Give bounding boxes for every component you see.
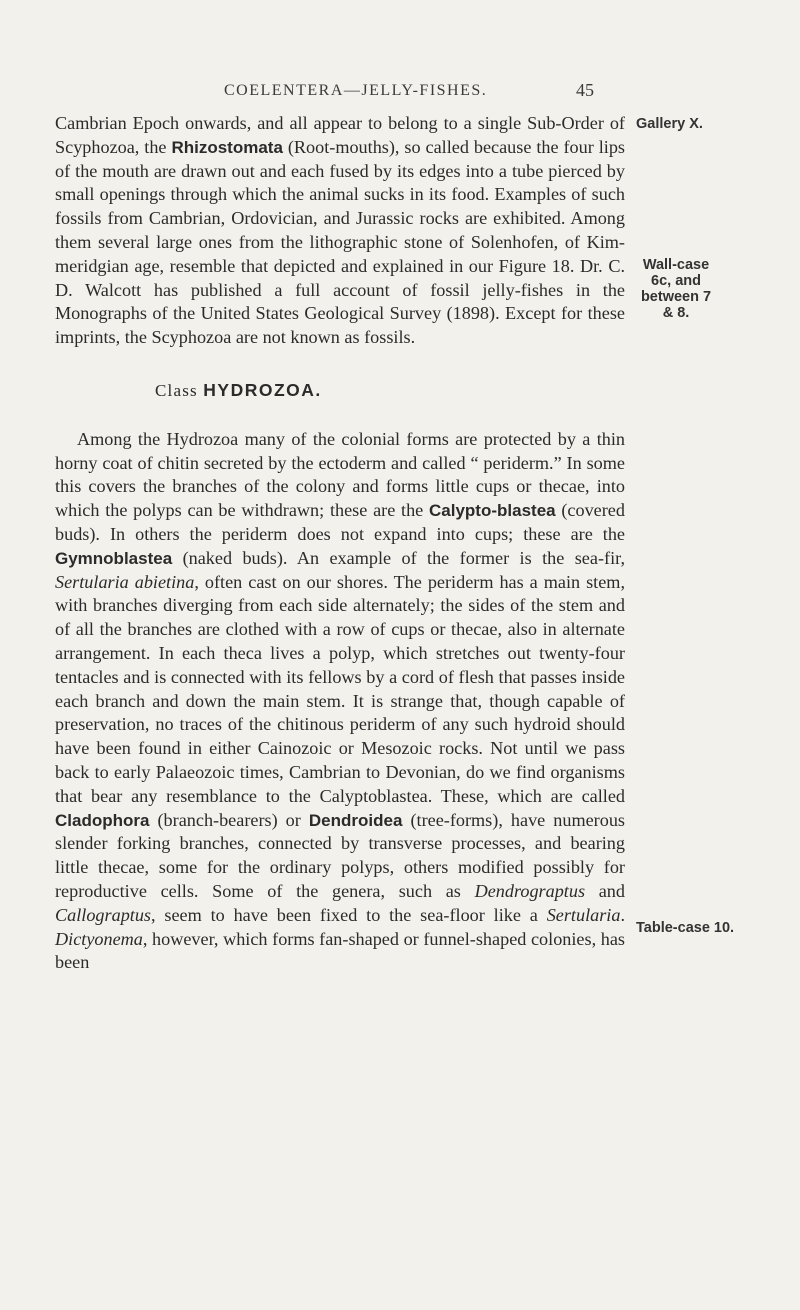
body-text	[55, 112, 625, 975]
genus-callograptus: Callograptus	[55, 904, 152, 925]
margin-note-gallery: Gallery X.	[636, 116, 703, 132]
paragraph-rhizostomata: Cambrian Epoch onwards, and all appear to belong to a single Sub-Order of Scyphozoa, the Rhizostomata (Root-mouths), so called because the four lips of the mouth are drawn out and each fused by its edges into a tube pierced by small openings through which the animal sucks in its food. Examples of such fossils from Cambrian, Ordovician, and Jurassic rocks are exhibited. Among them several large ones from the lithographic stone of Solenhofen, of Kim-meridgian age, resemble that depicted and explained in our Figure 18. Dr. C. D. Walcott has published a full account of fossil jelly-fishes in the Monographs of the United States Geological Survey (1898). Except for these imprints, the Scyphozoa are not known as fossils.	[55, 113, 625, 348]
term-gymnoblastea: Gymnoblastea	[55, 548, 173, 568]
term-dendroidea: Dendroidea	[308, 810, 403, 830]
section-heading: Class HYDROZOA.	[155, 379, 322, 400]
species-sertularia-abietina: Sertularia abietina	[55, 571, 195, 592]
genus-dendrograptus: Dendrograptus	[474, 880, 586, 901]
term-calyptoblastea: Calypto-blastea	[429, 501, 556, 521]
running-head-title: COELENTERA—JELLY-FISHES.	[224, 82, 488, 99]
margin-note-table-case: Table-case 10.	[636, 920, 735, 936]
term-cladophora: Cladophora	[55, 810, 150, 830]
genus-sertularia: Sertularia	[546, 904, 621, 925]
genus-dictyonema: Dictyonema	[55, 928, 143, 949]
margin-note-wall-case: Wall-case 6c, and between 7 & 8.	[640, 257, 712, 321]
term-rhizostomata: Rhizostomata	[171, 137, 283, 157]
paragraph-hydrozoa: Among the Hydrozoa many of the colonial forms are protected by a thin horny coat of chitin secreted by the ectoderm and called “ periderm.” In some this covers the branches of the colony and forms little cups or thecae, into which the polyps can be withdrawn; these are the Calypto-blastea (covered buds). In others the periderm does not expand into cups; these are the Gymnoblastea (naked buds). An example of the former is the sea-fir, Sertularia abietina, often cast on our shores. The periderm has a main stem, with branches diverging from each side alternately; the sides of the stem and of all the branches are clothed with a row of cups or thecae, also in alternate arrangement. In each theca lives a polyp, which stretches out twenty-four tentacles and is connected with its fellows by a cord of flesh that passes inside each branch and down the main stem. It is strange that, though capable of preservation, no traces of the chitinous periderm of any such hydroid should have been found in either Cainozoic or Mesozoic rocks. Not until we pass back to early Palaeozoic times, Cambrian to Devonian, do we find organisms that bear any resemblance to the Calyptoblastea. These, which are called Cladophora (branch-bearers) or Dendroidea (tree-forms), have numerous slender forking branches, connected by transverse processes, and bearing little thecae, some for the ordinary polyps, others modified possibly for reproductive cells. Some of the genera, such as Dendrograptus and Callograptus, seem to have been fixed to the sea-floor like a Sertularia. Dictyonema, however, which forms fan-shaped or funnel-shaped colonies, has been	[55, 428, 626, 973]
page-number: 45	[576, 80, 594, 100]
